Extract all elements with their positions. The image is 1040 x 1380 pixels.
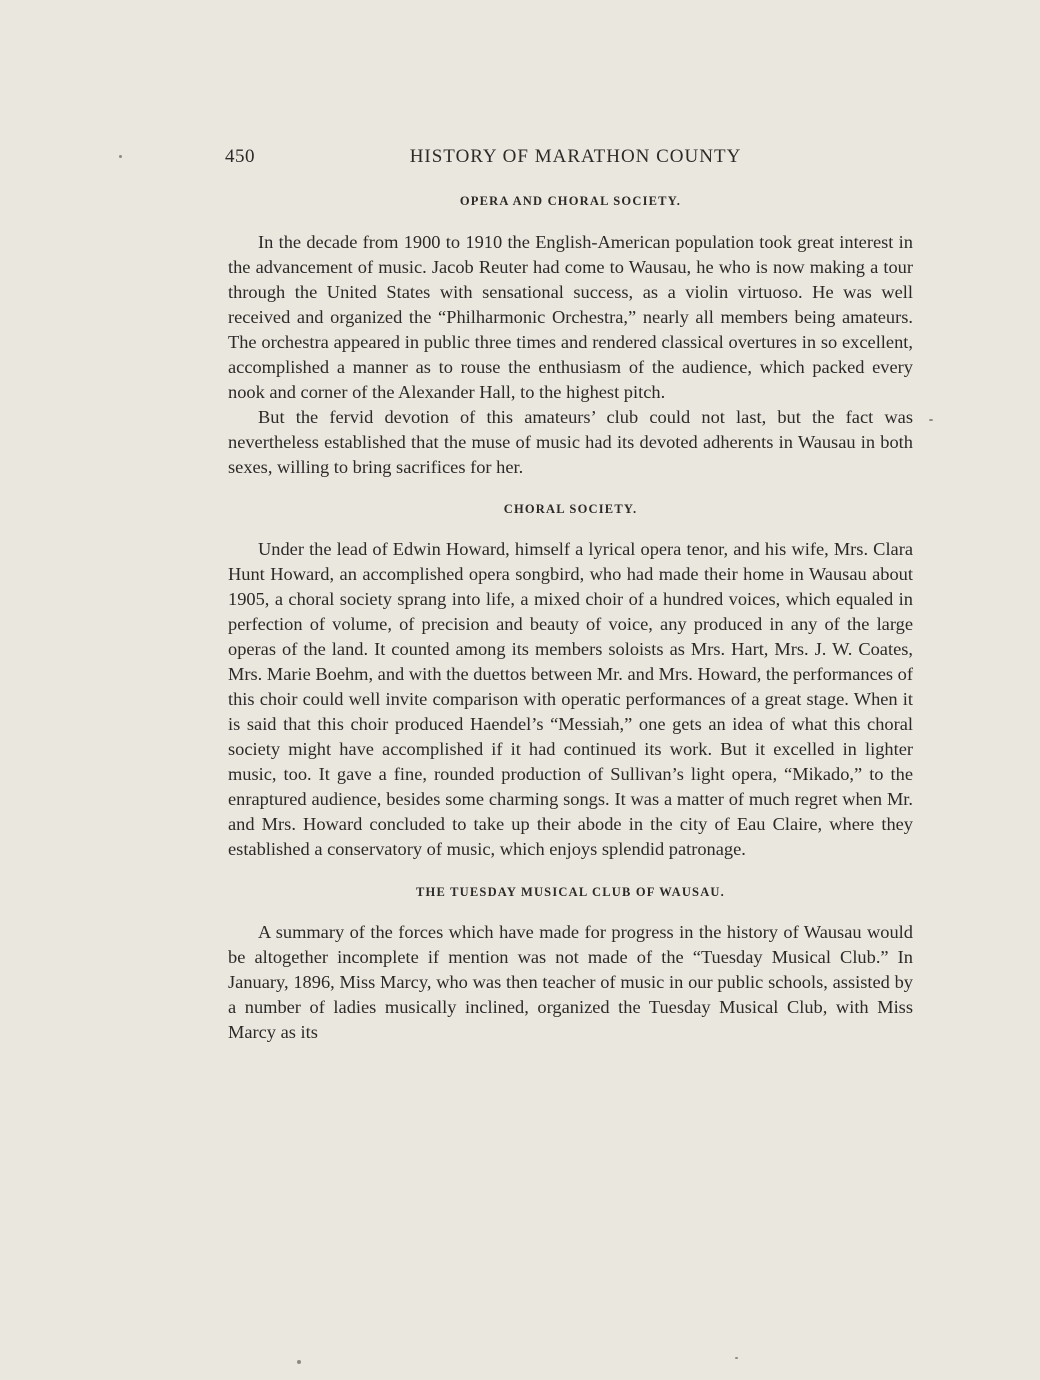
running-head [225,146,913,172]
paragraph: A summary of the forces which have made for progress in the history of Wausau would be altogether incomplete if mention was not made of the “Tuesday Musical Club.” In January, 1896, Miss Marcy, who was then teacher of music in our public schools, assisted by a number of ladies musically inclined, organized the Tuesday Musical Club, with Miss Marcy as its [228,922,913,1042]
section-opera-and-choral-society [228,194,913,480]
paper-speck [929,419,933,421]
section-heading: OPERA AND CHORAL SOCIETY. [459,194,682,208]
paper-speck [735,1357,738,1359]
paragraph: Under the lead of Edwin Howard, himself a lyrical opera tenor, and his wife, Mrs. Clara Hunt Howard, an accomplished opera songbird, who had made their home in Wausau about 1905, a choral society sprang into life, a mixed choir of a hundred voices, which equaled in perfection of volume, of precision and beauty of voice, any produced in any of the large operas of the land. It counted among its members soloists as Mrs. Hart, Mrs. J. W. Coates, Mrs. Marie Boehm, and with the duettos between Mr. and Mrs. Howard, the performances of this choir could well invite comparison with operatic performances of a great stage. When it is said that this choir produced Haendel’s “Messiah,” one gets an idea of what this choral society might have accomplished if it had continued its work. But it excelled in lighter music, too. It gave a fine, rounded production of Sullivan’s light opera, “Mikado,” to the enraptured audience, besides some charming songs. It was a matter of much regret when Mr. and Mrs. Howard concluded to take up their abode in the city of Eau Claire, where they established a conservatory of music, which enjoys splendid patronage. [228,539,913,859]
running-title: HISTORY OF MARATHON COUNTY [409,146,742,167]
section-heading: CHORAL SOCIETY. [503,502,638,516]
section-heading: THE TUESDAY MUSICAL CLUB OF WAUSAU. [416,885,725,899]
book-page [225,146,913,1045]
paragraph: In the decade from 1900 to 1910 the English-American population took great interest in the advancement of music. Jacob Reuter had come to Wausau, he who is now making a tour through the United States with sensational success, as a violin virtuoso. He was well received and organized the “Philharmonic Orchestra,” nearly all members being amateurs. The orchestra appeared in public three times and rendered classical overtures in so excellent, accomplished a manner as to rouse the enthusiasm of the audience, which packed every nook and corner of the Alexander Hall, to the highest pitch. [228,232,913,402]
paper-speck [119,155,122,158]
paragraph: But the fervid devotion of this amateurs’ club could not last, but the fact was nevertheless established that the muse of music had its devoted adherents in Wausau in both sexes, willing to bring sacrifices for her. [228,407,913,477]
section-tuesday-musical-club [228,885,913,1045]
page-number: 450 [225,146,255,167]
section-choral-society [228,502,913,862]
paper-speck [297,1360,301,1364]
